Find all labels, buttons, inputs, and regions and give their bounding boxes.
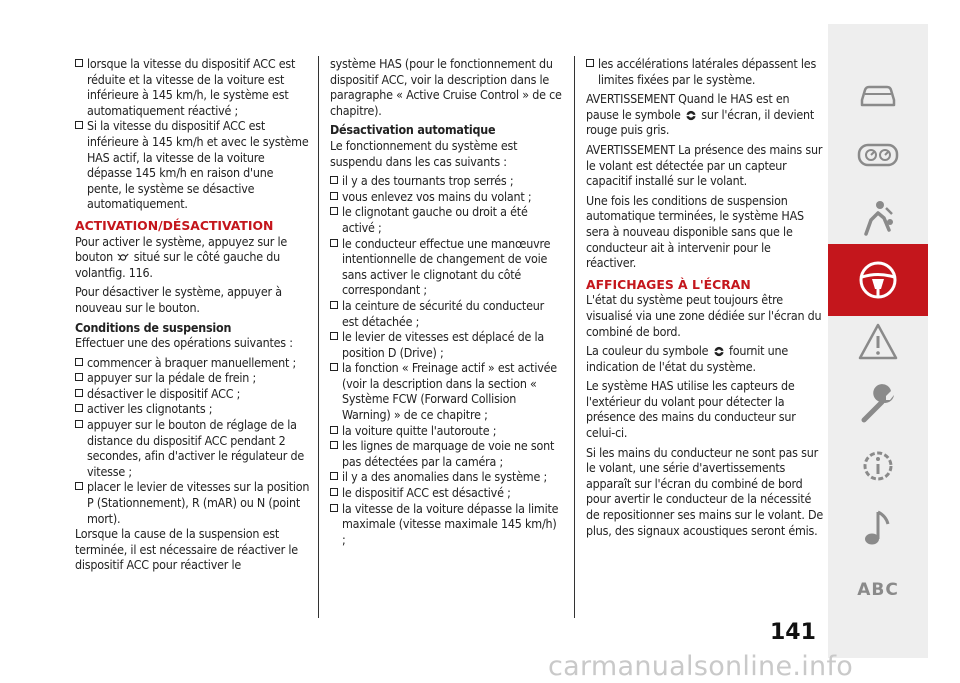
bullet-item: les lignes de marquage de voie ne sont pas détectées par la caméra ; xyxy=(330,438,562,469)
bullet-item: activer les clignotants ; xyxy=(75,401,310,417)
bullet-item: désactiver le dispositif ACC ; xyxy=(75,386,310,402)
text: situé sur le côté gauche du volantfig. 116. xyxy=(75,249,280,280)
paragraph: Lorsque la cause de la suspension est terminée, il est nécessaire de réactiver le dispositif ACC pour réactiver le xyxy=(75,526,298,573)
warning-paragraph: AVERTISSEMENT La présence des mains sur le volant est détectée par un capteur capacitif installé sur le volant. xyxy=(586,141,823,189)
bullet-item: vous enlevez vos mains du volant ; xyxy=(330,189,562,205)
bullet-item: la vitesse de la voiture dépasse la limite maximale (vitesse maximale 145 km/h) ; xyxy=(330,501,562,548)
paragraph: Pour désactiver le système, appuyer à nouveau sur le bouton. xyxy=(75,284,282,315)
column-divider xyxy=(574,56,575,618)
chapter-sidebar xyxy=(828,24,928,658)
steering-hands-icon xyxy=(116,252,130,263)
section-heading-displays: AFFICHAGES À L'ÉCRAN xyxy=(586,276,751,292)
bullet-item: placer le levier de vitesses sur la position P (Stationnement), R (mAR) ou N (point mort). xyxy=(75,479,310,526)
watermark: carmanualsonline.info xyxy=(548,651,854,682)
bullet-item: commencer à braquer manuellement ; xyxy=(75,355,310,371)
bullet-item: le conducteur effectue une manœuvre intentionnelle de changement de voie sans activer le clignotant du côté correspondant ; xyxy=(330,236,562,298)
paragraph: Le système HAS utilise les capteurs de l'extérieur du volant pour détecter la présence des mains du conducteur sur celui-ci. xyxy=(586,378,796,441)
abc-index-button[interactable] xyxy=(828,554,928,626)
text: La couleur du symbole xyxy=(586,343,709,359)
paragraph: système HAS (pour le fonctionnement du dispositif ACC, voir la description dans le paragraphe « Active Cruise Control » de ce chapitre). xyxy=(330,56,562,118)
page-number: 141 xyxy=(770,620,816,645)
column-3 xyxy=(586,56,824,542)
bullet-item: lorsque la vitesse du dispositif ACC est réduite et la vitesse de la voiture est inférieure à 145 km/h, le système est automatiquement réactivé ; xyxy=(75,56,310,118)
paragraph: L'état du système peut toujours être visualisé via une zone dédiée sur l'écran du combiné de bord. xyxy=(586,292,822,339)
bullet-item: il y a des tournants trop serrés ; xyxy=(330,173,562,189)
text: sur l'écran, il devient rouge puis gris. xyxy=(586,106,815,138)
abc-label: ABC xyxy=(857,580,899,600)
column-2 xyxy=(330,56,562,547)
paragraph xyxy=(75,234,310,281)
bullet-item: le dispositif ACC est désactivé ; xyxy=(330,485,562,501)
paragraph: Le fonctionnement du système est suspendu dans les cas suivants : xyxy=(330,137,518,169)
paragraph: Effectuer une des opérations suivantes : xyxy=(75,335,293,351)
subheading-auto-deactivation: Désactivation automatique xyxy=(330,122,496,138)
subheading-suspension: Conditions de suspension xyxy=(75,319,232,335)
bullet-item: la ceinture de sécurité du conducteur est détachée ; xyxy=(330,298,562,329)
text: AVERTISSEMENT Quand le HAS est en pause le symbole xyxy=(586,91,790,122)
text: fournit une indication de l'état du système. xyxy=(586,343,789,374)
paragraph: Si les mains du conducteur ne sont pas sur le volant, une série d'avertissements apparaît sur l'écran du combiné de bord pour avertir le conducteur de la nécessité de repositionner ses mains sur le volant. De plus, des signaux acoustiques seront émis. xyxy=(586,444,824,538)
steering-wheel-symbol-icon xyxy=(684,110,698,121)
text: Pour activer le système, appuyez sur le bouton xyxy=(75,233,288,265)
bullet-item: Si la vitesse du dispositif ACC est inférieure à 145 km/h et avec le système HAS actif, la vitesse de la voiture dépasse 145 km/h en raison d'une pente, le système se désactive automatiquement. xyxy=(75,118,310,212)
paragraph: Une fois les conditions de suspension automatique terminées, le système HAS sera à nouveau disponible sans que le conducteur ait à intervenir pour le réactiver. xyxy=(586,192,804,271)
bullet-item: appuyer sur la pédale de frein ; xyxy=(75,370,310,386)
column-divider xyxy=(318,56,319,618)
bullet-item: la voiture quitte l'autoroute ; xyxy=(330,423,562,439)
bullet-item: il y a des anomalies dans le système ; xyxy=(330,469,562,485)
bullet-item: les accélérations latérales dépassent les limites fixées par le système. xyxy=(586,56,824,87)
section-heading-activation: ACTIVATION/DÉSACTIVATION xyxy=(75,217,274,233)
warning-paragraph xyxy=(586,91,824,138)
column-1 xyxy=(75,56,310,577)
paragraph xyxy=(586,343,824,374)
bullet-item: le clignotant gauche ou droit a été activé ; xyxy=(330,204,562,235)
steering-wheel-symbol-icon xyxy=(712,346,726,357)
bullet-item: appuyer sur le bouton de réglage de la distance du dispositif ACC pendant 2 secondes, afin d'activer le régulateur de vitesse ; xyxy=(75,417,310,479)
bullet-item: la fonction « Freinage actif » est activée (voir la description dans la section « Système FCW (Forward Collision Warning) » de ce chapitre ; xyxy=(330,360,562,422)
bullet-item: le levier de vitesses est déplacé de la position D (Drive) ; xyxy=(330,329,562,360)
